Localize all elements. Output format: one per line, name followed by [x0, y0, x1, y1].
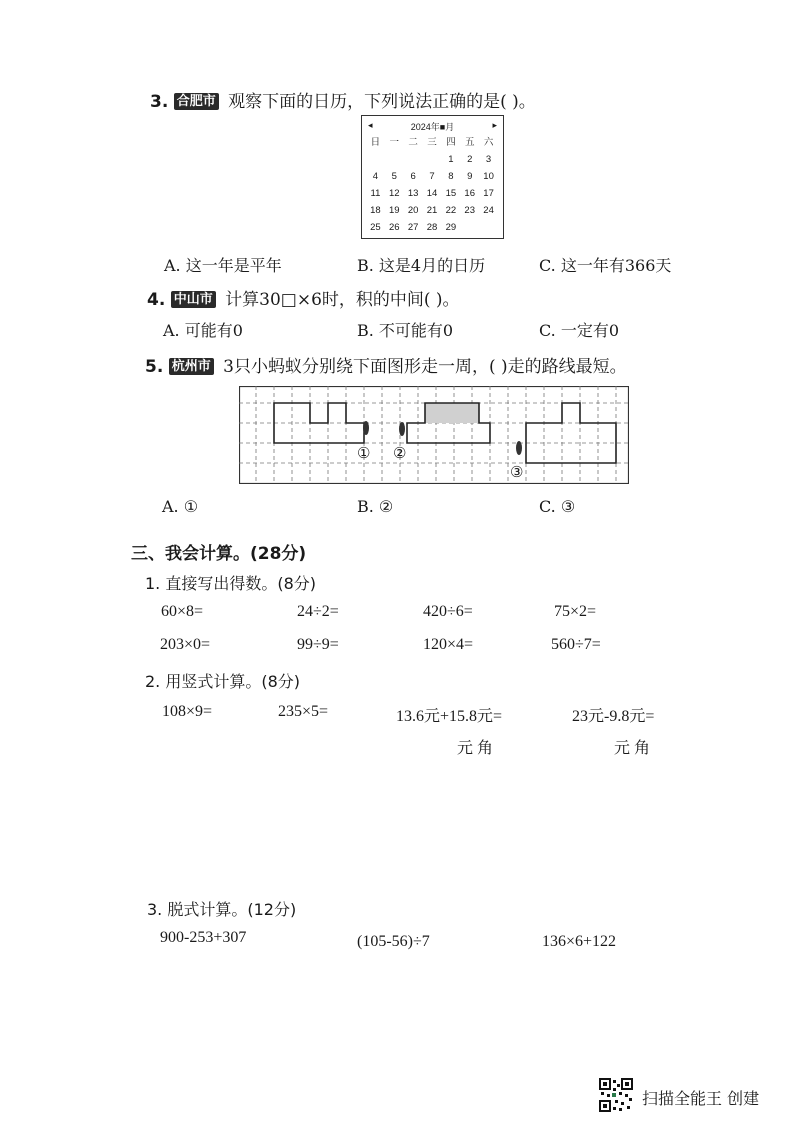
calendar-weekday: 四	[446, 137, 456, 148]
calendar-day: 8	[448, 171, 454, 182]
calendar-day: 22	[445, 205, 457, 216]
q3-option-a: A. 这一年是平年	[164, 256, 282, 275]
calendar-weekday: 日	[370, 137, 381, 148]
step-calc-item: 136×6+122	[542, 933, 617, 950]
ant-icon-2	[399, 422, 405, 436]
calendar-day: 1	[448, 154, 454, 165]
q5-option-b: B. ②	[357, 497, 394, 516]
question-4	[147, 285, 460, 310]
calendar-day: 14	[426, 188, 438, 199]
calc-item: 420÷6=	[423, 603, 473, 620]
calendar-day: 13	[407, 188, 419, 199]
calendar-day	[460, 221, 479, 235]
next-month-icon: ▸	[492, 120, 497, 130]
calendar-weekday: 一	[389, 137, 400, 148]
vertical-calc-item: 23元-9.8元=	[572, 708, 655, 725]
calendar-day: 10	[483, 171, 494, 182]
calendar-day: 21	[426, 205, 438, 216]
calendar-day: 17	[483, 188, 494, 199]
ant-marker-2: ②	[393, 444, 407, 462]
question-number: 5.	[145, 357, 164, 377]
ant-marker-3: ③	[510, 463, 524, 481]
city-badge: 杭州市	[169, 358, 214, 375]
ant-marker-1: ①	[357, 444, 371, 462]
q4-option-c: C. 一定有0	[539, 321, 620, 340]
ant-icon-3	[516, 441, 522, 455]
ant-path-figure	[239, 386, 629, 484]
calendar-day: 3	[485, 154, 492, 165]
calendar-day: 11	[370, 188, 381, 199]
calendar-day	[404, 153, 423, 167]
calendar-day: 4	[372, 171, 379, 182]
calendar-day: 18	[370, 205, 381, 216]
step-calc-item: 900-253+307	[160, 929, 247, 946]
calendar-day: 5	[391, 171, 397, 182]
calendar-day: 7	[429, 171, 435, 182]
calc-item: 99÷9=	[297, 636, 339, 653]
calendar-day	[423, 153, 442, 167]
calendar-weekday: 六	[483, 137, 494, 148]
calc-item: 24÷2=	[297, 603, 339, 620]
calc-item: 560÷7=	[551, 636, 601, 653]
calc-item: 60×8=	[161, 603, 204, 620]
q4-option-b: B. 不可能有0	[357, 321, 454, 340]
calendar-weekday: 五	[464, 137, 475, 148]
shape-1	[274, 403, 364, 443]
calendar-day: 2	[467, 154, 473, 165]
calendar-day: 9	[467, 171, 473, 182]
calendar-day: 24	[483, 205, 494, 216]
calc-item: 203×0=	[160, 636, 211, 653]
calendar-day	[385, 153, 404, 167]
q3-option-b: B. 这是4月的日历	[357, 256, 486, 275]
calendar-weekday: 三	[427, 137, 437, 148]
calendar-day: 15	[445, 188, 457, 199]
part-2-title: 2. 用竖式计算。(8分)	[145, 672, 301, 691]
question-number: 4.	[147, 290, 166, 310]
calendar-day: 6	[410, 171, 416, 182]
question-text: 计算30□×6时，积的中间( )。	[225, 290, 460, 310]
calendar-header	[362, 120, 503, 132]
calc-item: 75×2=	[554, 603, 597, 620]
calc-item: 120×4=	[423, 636, 474, 653]
calendar-day: 12	[388, 188, 400, 199]
prev-month-icon: ◂	[368, 120, 373, 130]
q5-option-c: C. ③	[539, 497, 576, 516]
q3-option-c: C. 这一年有366天	[539, 256, 672, 275]
qr-code-icon	[599, 1078, 633, 1112]
calendar-title: 2024年■月	[410, 122, 455, 132]
city-badge: 合肥市	[174, 93, 219, 110]
grid-figure	[239, 386, 629, 484]
shape-2-shade	[425, 403, 479, 423]
ant-icons	[363, 421, 522, 455]
footer-watermark: 扫描全能王 创建	[642, 1089, 760, 1108]
calendar-day: 19	[388, 205, 400, 216]
calendar-day	[479, 221, 498, 235]
calendar-day: 23	[464, 205, 475, 216]
q4-option-a: A. 可能有0	[163, 321, 243, 340]
calendar-weekday: 二	[408, 137, 418, 148]
q5-option-a: A. ①	[162, 497, 199, 516]
question-5	[145, 352, 627, 377]
step-calc-item: (105-56)÷7	[357, 933, 430, 950]
vertical-calc-item: 108×9=	[162, 703, 213, 720]
question-text: 3只小蚂蚁分别绕下面图形走一周，( )走的路线最短。	[223, 357, 627, 377]
calendar-day: 28	[426, 222, 438, 233]
ant-icon-1	[363, 421, 369, 435]
shape-3	[526, 403, 616, 463]
calendar	[361, 115, 504, 239]
calendar-day: 25	[370, 222, 381, 233]
vertical-calc-item: 13.6元+15.8元=	[396, 708, 503, 725]
vertical-calc-item: 235×5=	[278, 703, 329, 720]
unit-label: 元 角	[614, 740, 651, 757]
question-text: 观察下面的日历，下列说法正确的是( )。	[228, 92, 536, 112]
calendar-day: 16	[464, 188, 475, 199]
calendar-grid	[366, 136, 498, 235]
calendar-day: 27	[407, 222, 419, 233]
section-3-title: 三、我会计算。(28分)	[131, 544, 307, 564]
calendar-day: 29	[445, 222, 457, 233]
calendar-day: 26	[388, 222, 400, 233]
calendar-day	[366, 153, 385, 167]
city-badge: 中山市	[171, 291, 216, 308]
part-3-title: 3. 脱式计算。(12分)	[147, 900, 297, 919]
question-3	[150, 87, 536, 112]
question-number: 3.	[150, 92, 169, 112]
calendar-day: 20	[407, 205, 419, 216]
part-1-title: 1. 直接写出得数。(8分)	[145, 574, 317, 593]
unit-label: 元 角	[457, 740, 494, 757]
